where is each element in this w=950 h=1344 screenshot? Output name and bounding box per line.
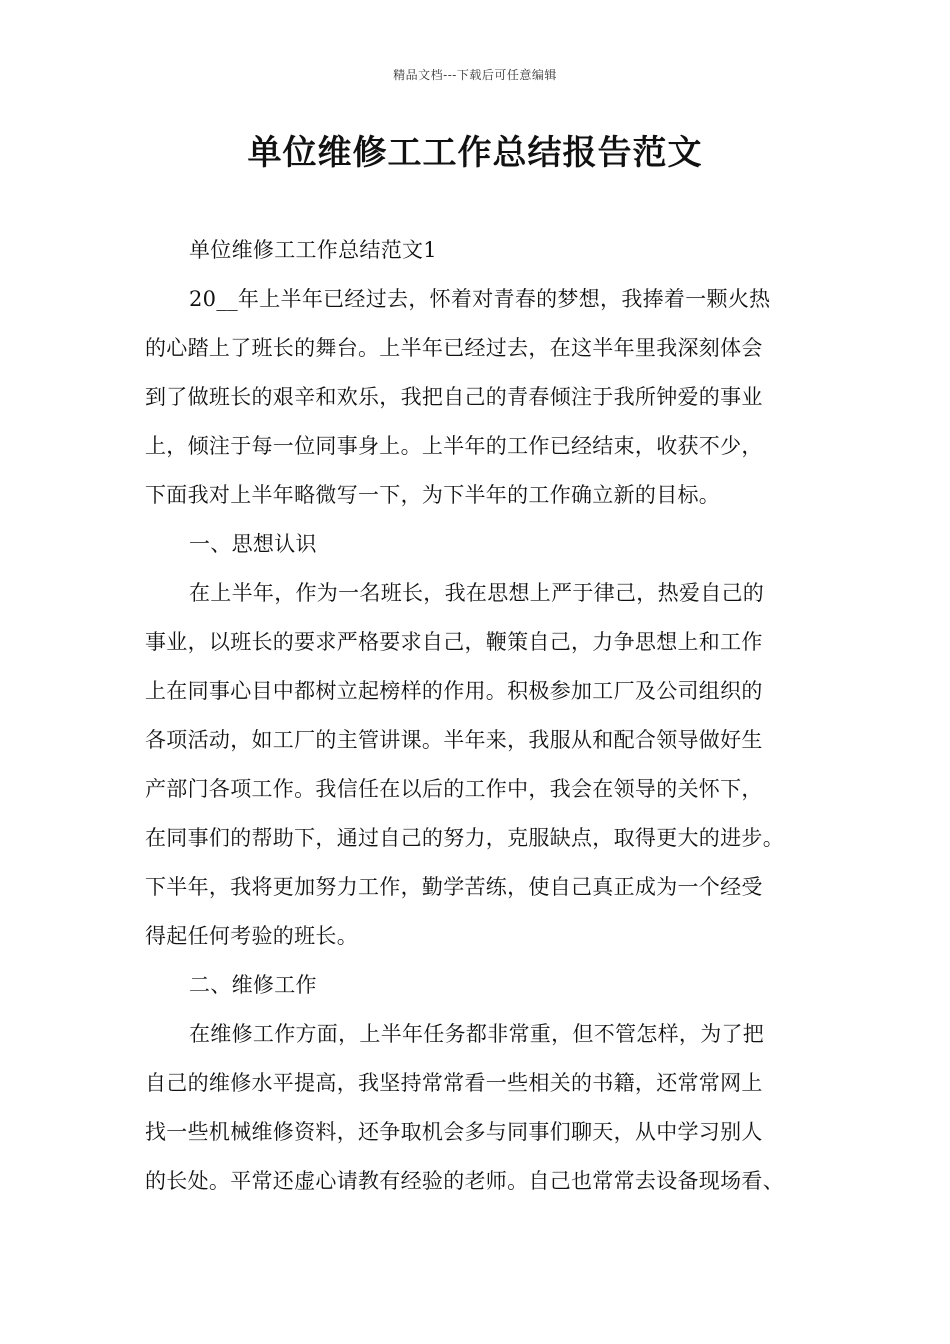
paragraph-line: 在维修工作方面，上半年任务都非常重，但不管怎样，为了把 — [189, 1022, 765, 1046]
paragraph-line: 下面我对上半年略微写一下，为下半年的工作确立新的目标。 — [145, 483, 721, 507]
section-heading-1: 单位维修工工作总结范文1 — [189, 238, 437, 262]
paragraph-line: 到了做班长的艰辛和欢乐，我把自己的青春倾注于我所钟爱的事业 — [145, 385, 763, 409]
section-heading-thought: 一、思想认识 — [189, 532, 317, 556]
paragraph-line: 自己的维修水平提高，我坚持常常看一些相关的书籍，还常常网上 — [145, 1071, 763, 1095]
section-heading-maintenance: 二、维修工作 — [189, 973, 317, 997]
document-body — [145, 226, 835, 1206]
paragraph-line: 的心踏上了班长的舞台。上半年已经过去，在这半年里我深刻体会 — [145, 336, 763, 360]
document-title: 单位维修工工作总结报告范文 — [247, 133, 703, 173]
paragraph-line: 下半年，我将更加努力工作，勤学苦练，使自己真正成为一个经受 — [145, 875, 763, 899]
paragraph-line: 的长处。平常还虚心请教有经验的老师。自己也常常去设备现场看、 — [145, 1169, 784, 1193]
paragraph-line: 20__年上半年已经过去，怀着对青春的梦想，我捧着一颗火热 — [189, 287, 771, 311]
paragraph-line: 上在同事心目中都树立起榜样的作用。积极参加工厂及公司组织的 — [145, 679, 763, 703]
header-note: 精品文档---下载后可任意编辑 — [393, 68, 557, 82]
paragraph-line: 事业，以班长的要求严格要求自己，鞭策自己，力争思想上和工作 — [145, 630, 763, 654]
paragraph-line: 各项活动，如工厂的主管讲课。半年来，我服从和配合领导做好生 — [145, 728, 763, 752]
paragraph-line: 产部门各项工作。我信任在以后的工作中，我会在领导的关怀下， — [145, 777, 763, 801]
paragraph-line: 得起任何考验的班长。 — [145, 924, 358, 948]
paragraph-line: 找一些机械维修资料，还争取机会多与同事们聊天，从中学习别人 — [145, 1120, 763, 1144]
paragraph-line: 在同事们的帮助下，通过自己的努力，克服缺点，取得更大的进步。 — [145, 826, 784, 850]
paragraph-line: 在上半年，作为一名班长，我在思想上严于律己，热爱自己的 — [189, 581, 765, 605]
paragraph-line: 上，倾注于每一位同事身上。上半年的工作已经结束，收获不少， — [145, 434, 763, 458]
